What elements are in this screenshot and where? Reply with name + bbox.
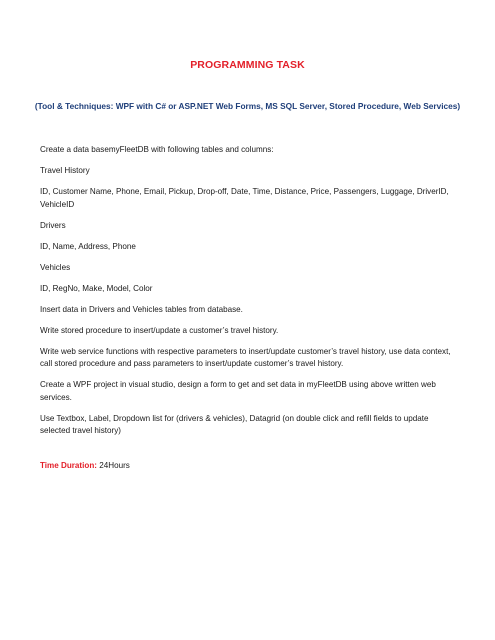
time-duration [40, 461, 130, 470]
paragraph-wpf-project: Create a WPF project in visual studio, design a form to get and set data in myFleetDB using above written web services. [40, 380, 436, 402]
time-duration-value: 24Hours [96, 461, 130, 470]
columns-travel-history: ID, Customer Name, Phone, Email, Pickup, Drop-off, Date, Time, Distance, Price, Passengers, Luggage, DriverID, VehicleID [40, 187, 449, 209]
columns-drivers: ID, Name, Address, Phone [40, 241, 136, 251]
paragraph-controls: Use Textbox, Label, Dropdown list for (drivers & vehicles), Datagrid (on double click and refill fields to update selected travel history) [40, 413, 429, 435]
paragraph-insert-data: Insert data in Drivers and Vehicles tables from database. [40, 304, 243, 314]
heading-drivers: Drivers [40, 220, 66, 230]
heading-vehicles: Vehicles [40, 262, 71, 272]
paragraph-stored-procedure: Write stored procedure to insert/update a customer’s travel history. [40, 325, 279, 335]
heading-travel-history: Travel History [40, 166, 90, 175]
page-title: PROGRAMMING TASK [190, 59, 305, 71]
task-body [40, 144, 460, 446]
paragraph-web-service: Write web service functions with respective parameters to insert/update customer’s travel history, use data context, call stored procedure and pass parameters to insert/update customer’s travel history. [40, 346, 451, 368]
tools-subtitle: (Tool & Techniques: WPF with C# or ASP.NET Web Forms, MS SQL Server, Stored Procedure, Web Services) [34, 101, 461, 111]
time-duration-label: Time Duration: [40, 461, 97, 470]
columns-vehicles: ID, RegNo, Make, Model, Color [40, 283, 153, 293]
paragraph-create-db: Create a data basemyFleetDB with following tables and columns: [40, 145, 274, 154]
